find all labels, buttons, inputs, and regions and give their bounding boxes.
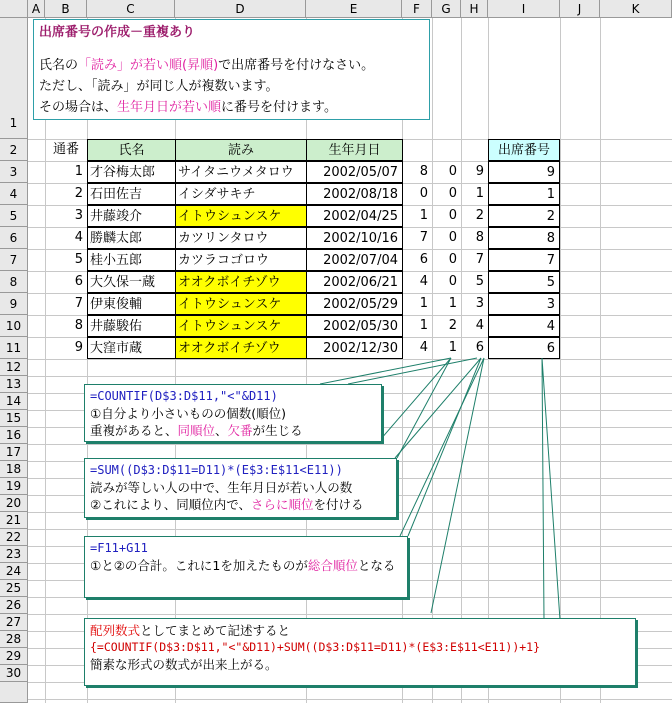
row-header-31 bbox=[0, 682, 28, 703]
array-intro: 配列数式としてまとめて記述すると bbox=[90, 623, 291, 638]
cell-yomi[interactable]: イトウシュンスケ bbox=[175, 293, 307, 315]
cell-attendance-number[interactable]: 8 bbox=[488, 227, 560, 249]
cell-birthdate[interactable]: 2002/08/18 bbox=[306, 183, 403, 205]
cell-yomi[interactable]: カツリンタロウ bbox=[175, 227, 307, 249]
header-birthdate[interactable]: 生年月日 bbox=[306, 139, 403, 161]
cell-name[interactable]: 井藤竣介 bbox=[87, 205, 176, 227]
row-header-27[interactable]: 27 bbox=[0, 614, 28, 631]
row-header-6[interactable]: 6 bbox=[0, 227, 28, 249]
sum-desc-2: ②これにより、同順位内で、さらに順位を付ける bbox=[90, 497, 364, 512]
cell-number[interactable]: 4 bbox=[74, 230, 83, 245]
cell-attendance-number[interactable]: 5 bbox=[488, 271, 560, 293]
cell-rank-g[interactable]: 0 bbox=[448, 252, 457, 267]
column-header-g[interactable]: G bbox=[432, 0, 461, 18]
cell-rank-g[interactable]: 0 bbox=[448, 208, 457, 223]
cell-yomi[interactable]: カツラコゴロウ bbox=[175, 249, 307, 271]
row-header-1[interactable]: 1 bbox=[0, 18, 28, 139]
cell-attendance-number[interactable]: 2 bbox=[488, 205, 560, 227]
row-header-3[interactable]: 3 bbox=[0, 161, 28, 183]
cell-rank-g[interactable]: 0 bbox=[448, 274, 457, 289]
cell-rank-h[interactable]: 9 bbox=[475, 164, 484, 179]
cell-rank-g[interactable]: 1 bbox=[448, 340, 457, 355]
cell-rank-h[interactable]: 4 bbox=[475, 318, 484, 333]
row-header-19[interactable]: 19 bbox=[0, 478, 28, 495]
cell-attendance-number[interactable]: 1 bbox=[488, 183, 560, 205]
cell-number[interactable]: 5 bbox=[74, 252, 83, 267]
countif-warning: 重複があると、同順位、欠番が生じる bbox=[90, 423, 303, 438]
cell-rank-h[interactable]: 8 bbox=[475, 230, 484, 245]
row-header-28[interactable]: 28 bbox=[0, 631, 28, 648]
row-header-5[interactable]: 5 bbox=[0, 205, 28, 227]
row-header-20[interactable]: 20 bbox=[0, 495, 28, 512]
cell-rank-g[interactable]: 0 bbox=[448, 230, 457, 245]
row-header-30[interactable]: 30 bbox=[0, 665, 28, 682]
row-header-18[interactable]: 18 bbox=[0, 461, 28, 478]
cell-birthdate[interactable]: 2002/05/29 bbox=[306, 293, 403, 315]
row-header-23[interactable]: 23 bbox=[0, 546, 28, 563]
row-header-11[interactable]: 11 bbox=[0, 337, 28, 359]
instruction-line-2: ただし、「読み」が同じ人が複数います。 bbox=[39, 79, 279, 94]
cell-rank-h[interactable]: 6 bbox=[475, 340, 484, 355]
column-header-k[interactable]: K bbox=[600, 0, 672, 18]
row-header-26[interactable]: 26 bbox=[0, 597, 28, 614]
callout-total[interactable] bbox=[84, 536, 408, 598]
cell-name[interactable]: 石田佐吉 bbox=[87, 183, 176, 205]
cell-number[interactable]: 1 bbox=[74, 164, 83, 179]
cell-rank-f[interactable]: 1 bbox=[419, 318, 428, 333]
cell-yomi[interactable]: イシダサキチ bbox=[175, 183, 307, 205]
row-header-25[interactable]: 25 bbox=[0, 580, 28, 597]
array-formula: {=COUNTIF(D$3:D$11,"<"&D11)+SUM((D$3:D$11=D11)*(E$3:E$11<E11))+1} bbox=[90, 640, 541, 654]
cell-name[interactable]: 井藤駿佑 bbox=[87, 315, 176, 337]
column-header-b[interactable]: B bbox=[45, 0, 87, 18]
cell-rank-h[interactable]: 5 bbox=[475, 274, 484, 289]
cell-yomi[interactable]: オオクボイチゾウ bbox=[175, 271, 307, 293]
cell-rank-f[interactable]: 0 bbox=[419, 186, 428, 201]
row-header-2[interactable]: 2 bbox=[0, 139, 28, 161]
cell-yomi[interactable]: イトウシュンスケ bbox=[175, 315, 307, 337]
countif-desc: ①自分より小さいものの個数(順位) bbox=[90, 406, 286, 421]
header-yomi[interactable]: 読み bbox=[175, 139, 307, 161]
row-header-24[interactable]: 24 bbox=[0, 563, 28, 580]
cell-birthdate[interactable]: 2002/05/07 bbox=[306, 161, 403, 183]
column-header-d[interactable]: D bbox=[175, 0, 306, 18]
row-header-13[interactable]: 13 bbox=[0, 376, 28, 393]
column-header-j[interactable]: J bbox=[560, 0, 600, 18]
header-attendance-number[interactable]: 出席番号 bbox=[488, 139, 560, 161]
callout-array-formula[interactable] bbox=[84, 618, 636, 686]
cell-rank-g[interactable]: 1 bbox=[448, 296, 457, 311]
cell-number[interactable]: 3 bbox=[74, 208, 83, 223]
cell-rank-g[interactable]: 2 bbox=[448, 318, 457, 333]
cell-rank-f[interactable]: 8 bbox=[419, 164, 428, 179]
cell-rank-h[interactable]: 1 bbox=[475, 186, 484, 201]
cell-yomi[interactable]: イトウシュンスケ bbox=[175, 205, 307, 227]
cell-rank-h[interactable]: 2 bbox=[475, 208, 484, 223]
cell-rank-f[interactable]: 1 bbox=[419, 296, 428, 311]
cell-attendance-number[interactable]: 9 bbox=[488, 161, 560, 183]
cell-name[interactable]: 大窪市蔵 bbox=[87, 337, 176, 359]
cell-rank-g[interactable]: 0 bbox=[448, 164, 457, 179]
row-header-8[interactable]: 8 bbox=[0, 271, 28, 293]
column-header-e[interactable]: E bbox=[306, 0, 402, 18]
row-header-21[interactable]: 21 bbox=[0, 512, 28, 529]
callout-countif[interactable] bbox=[84, 384, 382, 442]
cell-number[interactable]: 2 bbox=[74, 186, 83, 201]
cell-attendance-number[interactable]: 4 bbox=[488, 315, 560, 337]
row-header-9[interactable]: 9 bbox=[0, 293, 28, 315]
row-header-10[interactable]: 10 bbox=[0, 315, 28, 337]
cell-yomi[interactable]: サイタニウメタロウ bbox=[175, 161, 307, 183]
cell-number[interactable]: 6 bbox=[74, 274, 83, 289]
header-name[interactable]: 氏名 bbox=[87, 139, 176, 161]
row-header-29[interactable]: 29 bbox=[0, 648, 28, 665]
instruction-textbox[interactable] bbox=[33, 19, 430, 120]
row-header-12[interactable]: 12 bbox=[0, 359, 28, 376]
cell-birthdate[interactable]: 2002/06/21 bbox=[306, 271, 403, 293]
column-header-a[interactable]: A bbox=[28, 0, 45, 18]
cell-number[interactable]: 7 bbox=[74, 296, 83, 311]
column-header-c[interactable]: C bbox=[87, 0, 175, 18]
select-all-corner[interactable] bbox=[0, 0, 28, 18]
cell-attendance-number[interactable]: 6 bbox=[488, 337, 560, 359]
cell-number[interactable]: 8 bbox=[74, 318, 83, 333]
column-header-h[interactable]: H bbox=[461, 0, 488, 18]
row-header-17[interactable]: 17 bbox=[0, 444, 28, 461]
cell-name[interactable]: 大久保一蔵 bbox=[87, 271, 176, 293]
column-header-i[interactable]: I bbox=[488, 0, 560, 18]
cell-rank-f[interactable]: 4 bbox=[419, 274, 428, 289]
sum-desc: 読みが等しい人の中で、生年月日が若い人の数 bbox=[90, 480, 353, 495]
row-header-14[interactable]: 14 bbox=[0, 393, 28, 410]
cell-rank-h[interactable]: 7 bbox=[475, 252, 484, 267]
sum-formula: =SUM((D$3:D$11=D11)*(E$3:E$11<E11)) bbox=[90, 463, 343, 477]
instruction-line-1: 氏名の「読み」が若い順(昇順)で出席番号を付けなさい。 bbox=[39, 58, 375, 73]
cell-attendance-number[interactable]: 7 bbox=[488, 249, 560, 271]
cell-name[interactable]: 伊東俊輔 bbox=[87, 293, 176, 315]
cell-yomi[interactable]: オオクボイチゾウ bbox=[175, 337, 307, 359]
cell-rank-g[interactable]: 0 bbox=[448, 186, 457, 201]
cell-rank-f[interactable]: 4 bbox=[419, 340, 428, 355]
total-formula: =F11+G11 bbox=[90, 541, 148, 555]
callout-sum[interactable] bbox=[84, 458, 397, 518]
instruction-title: 出席番号の作成－重複あり bbox=[39, 25, 196, 40]
cell-rank-f[interactable]: 7 bbox=[419, 230, 428, 245]
row-header-22[interactable]: 22 bbox=[0, 529, 28, 546]
header-number[interactable]: 通番 bbox=[52, 142, 79, 157]
cell-birthdate[interactable]: 2002/05/30 bbox=[306, 315, 403, 337]
column-header-f[interactable]: F bbox=[402, 0, 432, 18]
row-header-7[interactable]: 7 bbox=[0, 249, 28, 271]
cell-birthdate[interactable]: 2002/12/30 bbox=[306, 337, 403, 359]
cell-name[interactable]: 勝麟太郎 bbox=[87, 227, 176, 249]
array-conclusion: 簡素な形式の数式が出来上がる。 bbox=[90, 657, 278, 672]
cell-birthdate[interactable]: 2002/07/04 bbox=[306, 249, 403, 271]
row-header-15[interactable]: 15 bbox=[0, 410, 28, 427]
instruction-line-3: その場合は、生年月日が若い順に番号を付けます。 bbox=[39, 100, 337, 115]
cell-rank-h[interactable]: 3 bbox=[475, 296, 484, 311]
cell-number[interactable]: 9 bbox=[74, 340, 83, 355]
cell-name[interactable]: 桂小五郎 bbox=[87, 249, 176, 271]
cell-name[interactable]: 才谷梅太郎 bbox=[87, 161, 176, 183]
cell-birthdate[interactable]: 2002/04/25 bbox=[306, 205, 403, 227]
cell-attendance-number[interactable]: 3 bbox=[488, 293, 560, 315]
cell-rank-f[interactable]: 1 bbox=[419, 208, 428, 223]
cell-birthdate[interactable]: 2002/10/16 bbox=[306, 227, 403, 249]
countif-formula: =COUNTIF(D$3:D$11,"<"&D11) bbox=[90, 389, 278, 403]
row-header-4[interactable]: 4 bbox=[0, 183, 28, 205]
row-header-16[interactable]: 16 bbox=[0, 427, 28, 444]
total-desc: ①と②の合計。これに1を加えたものが総合順位となる bbox=[90, 558, 396, 573]
cell-rank-f[interactable]: 6 bbox=[419, 252, 428, 267]
